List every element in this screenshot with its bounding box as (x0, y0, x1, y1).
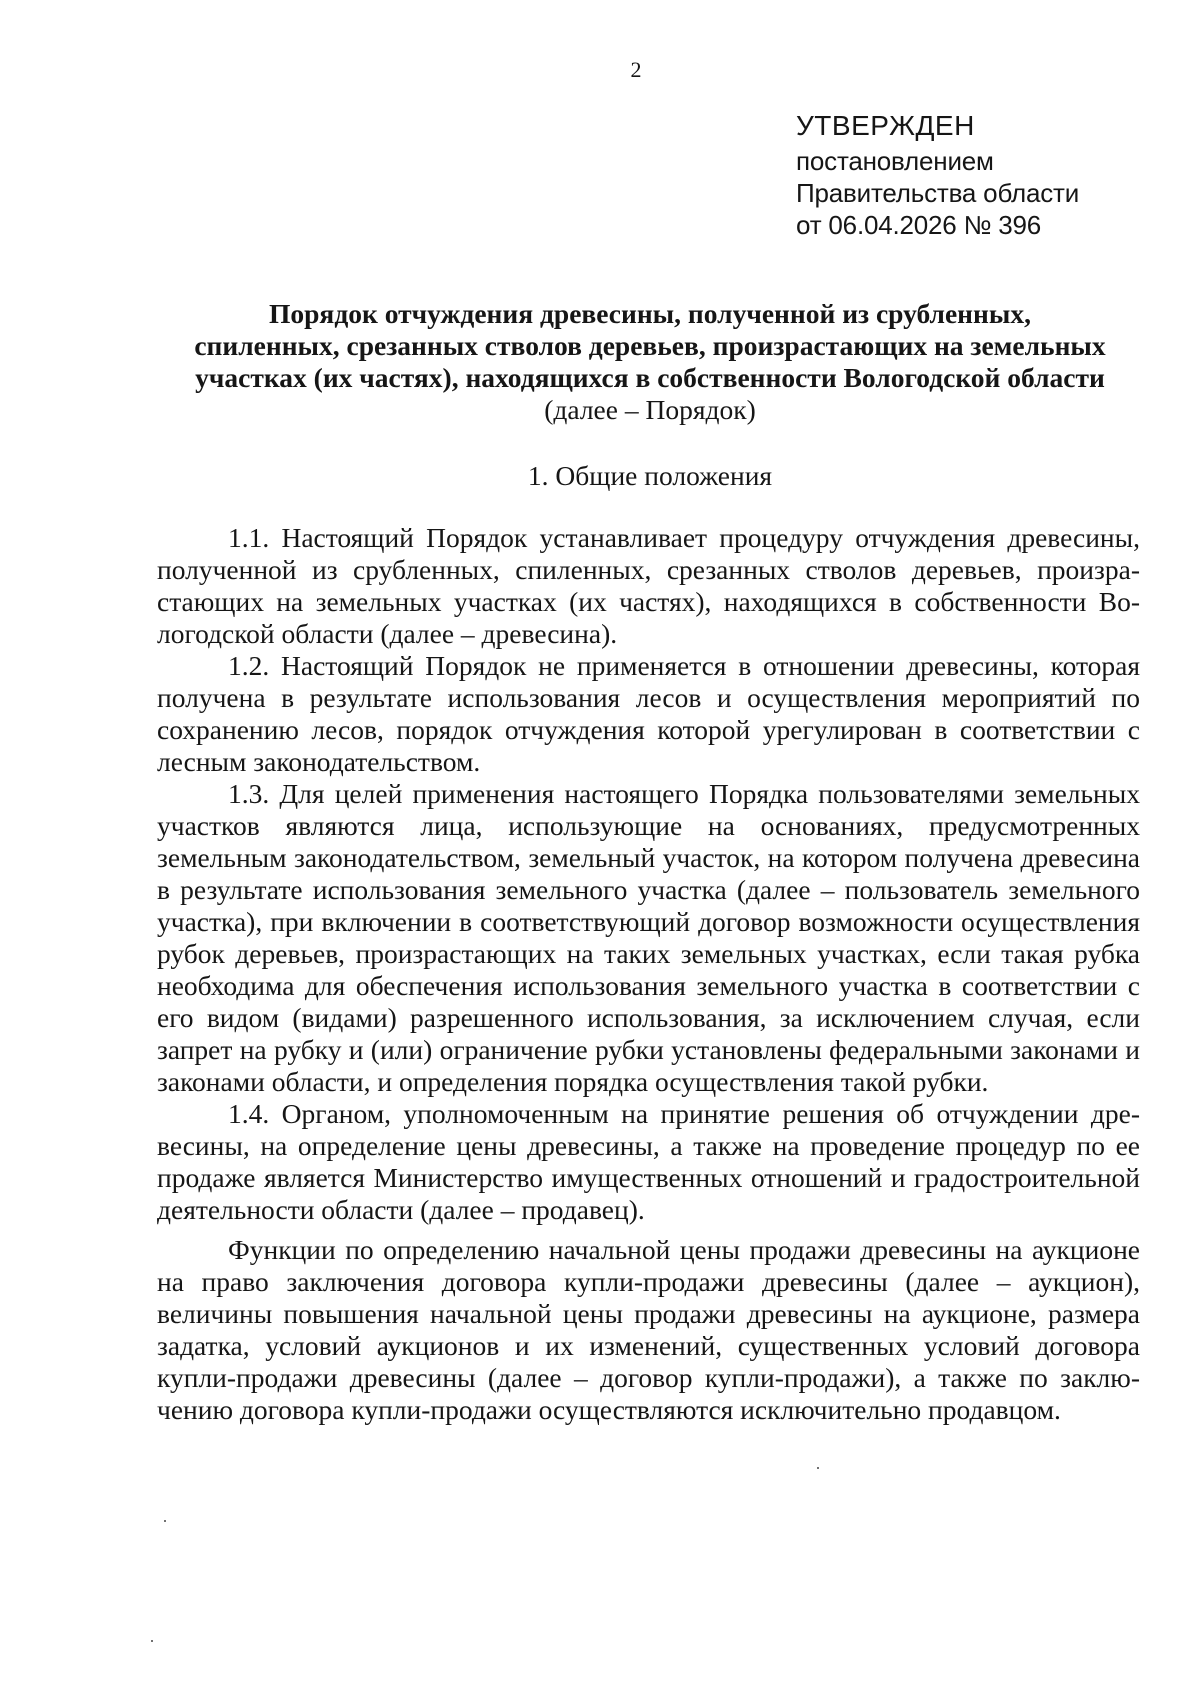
paragraph-1-4: 1.4. Органом, уполномоченным на принятие решения об отчуждении древесины, на определение цены древесины, а также на проведение процедур по ее продаже является Министерство имущественных отношений и градостроительной деятельности области (далее – продавец). (157, 1098, 1140, 1225)
paragraph-1-2: 1.2. Настоящий Порядок не применяется в отношении древесины, которая получена в результате использования лесов и осуществления мероприятий по сохранению лесов, порядок отчуждения которой урегулирован в соответствии с лесным законодательством. (157, 650, 1140, 777)
section-heading-general-provisions: 1. Общие положения (527, 460, 773, 491)
title-line-1: Порядок отчуждения древесины, полученной из срубленных, (269, 298, 1031, 329)
paragraph-seller-functions: Функции по определению начальной цены продажи древесины на аукционе на право заключения договора купли-продажи древесины (далее – аукцион), величины повышения начальной цены продажи древесины на аукционе, размера задатка, условий аукционов и их изменений, существенных условий договора купли-продажи древесины (далее – договор купли-продажи), а также по заключению договора купли-продажи осуществляются исключительно продавцом. (157, 1234, 1140, 1425)
scan-speck (817, 1467, 819, 1469)
approval-stamp: УТВЕРЖДЕН (796, 110, 975, 141)
title-line-2: спиленных, срезанных стволов деревьев, произрастающих на земельных (194, 330, 1106, 361)
title-subtitle: (далее – Порядок) (544, 394, 756, 425)
approval-line-government: Правительства области (796, 178, 1080, 208)
scan-speck (151, 1640, 153, 1642)
approval-line-resolution: постановлением (796, 146, 994, 176)
approval-block (796, 108, 1176, 241)
title-line-3: участках (их частях), находящихся в собственности Вологодской области (195, 362, 1105, 393)
scan-speck (164, 1520, 166, 1522)
approval-line-date-number: от 06.04.2026 № 396 (796, 210, 1042, 240)
document-title (150, 298, 1150, 426)
paragraph-1-1: 1.1. Настоящий Порядок устанавливает процедуру отчуждения древесины, полученной из срубленных, спиленных, срезанных стволов деревьев, произрастающих на земельных участках (их частях), находящихся в собственности Вологодской области (далее – древесина). (157, 522, 1140, 649)
section-body (157, 522, 1140, 1426)
page-number: 2 (630, 57, 642, 82)
paragraph-1-3: 1.3. Для целей применения настоящего Порядка пользователями земельных участков являются лица, использующие на основаниях, предусмотренных земельным законодательством, земельный участок, на котором получена древесина в результате использования земельного участка (далее – пользователь земельного участка), при включении в соответствующий договор возможности осуществления рубок деревьев, произрастающих на таких земельных участках, если такая рубка необходима для обеспечения использования земельного участка в соответствии с его видом (видами) разрешенного использования, за исключением случая, если запрет на рубку и (или) ограничение рубки установлены федеральными законами и законами области, и определения порядка осуществления такой рубки. (157, 778, 1140, 1097)
